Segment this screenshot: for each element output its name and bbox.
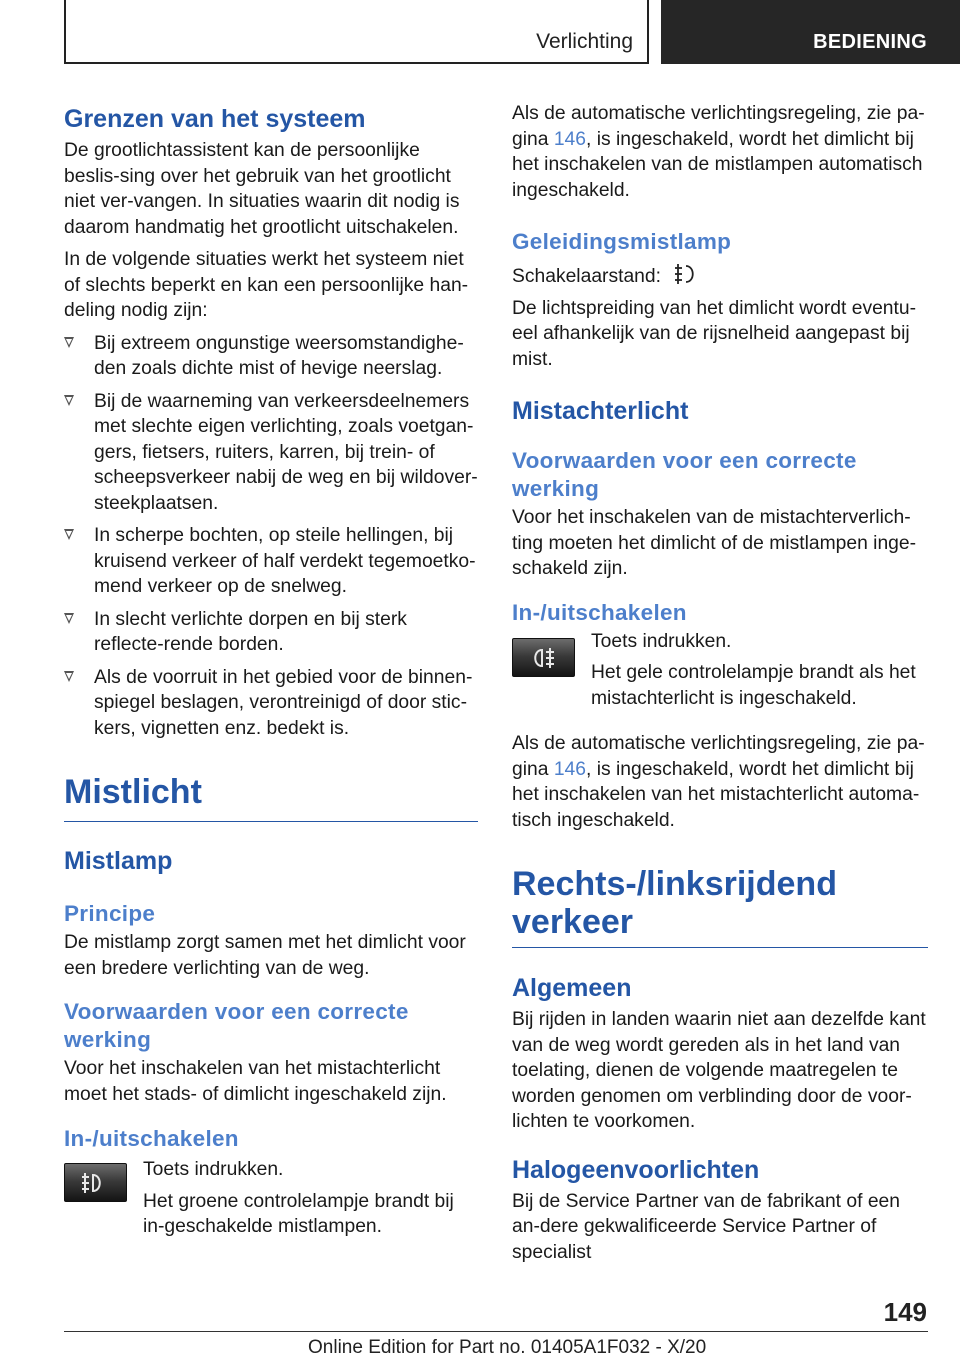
heading-mistachterlicht: Mistachterlicht <box>512 397 689 425</box>
front-fog-lamp-button[interactable] <box>64 1163 127 1202</box>
header-section-title: Verlichting <box>536 30 633 53</box>
heading-geleidingsmistlamp: Geleidingsmistlamp <box>512 229 732 254</box>
heading-voorwaarden: Voorwaarden voor een correcte werking <box>64 999 409 1052</box>
paragraph-automatische-2: Als de automatische verlichtingsregeling, zie pa-gina 146, is ingeschakeld, wordt het dimlicht bij het inschakelen van het mistachterlicht automa-tisch ingeschakeld. <box>512 733 925 831</box>
page-number: 149 <box>883 1297 927 1327</box>
section-mistlicht <box>64 773 478 822</box>
rear-fog-switch-block <box>512 629 928 712</box>
list-item: Bij extreem ongunstige weersomstandighe-den zoals dichte mist of hevige neerslag. <box>64 331 478 382</box>
paragraph-voorwaarden-right: Voor het inschakelen van de mistachterverlich-ting moeten het dimlicht of de mistlampen inge-schakeld zijn. <box>512 507 917 579</box>
paragraph-schakelaarstand: Schakelaarstand: <box>512 262 928 290</box>
heading-principe: Principe <box>64 901 156 926</box>
paragraph-algemeen: Bij rijden in landen waarin niet aan dezelfde kant van de weg wordt gereden als in het land van toelating, dienen de volgende maatregelen te worden genomen om verblinding door de voor-lichten te voorkomen. <box>512 1009 926 1132</box>
list-item: In slecht verlichte dorpen en bij sterk reflecte-rende borden. <box>64 607 478 658</box>
left-column <box>64 100 478 1240</box>
header-chapter-title: BEDIENING <box>813 31 927 53</box>
heading-in-uitschakelen-right: In-/uitschakelen <box>512 599 687 625</box>
triangle-bullet-icon <box>64 613 74 624</box>
heading-halogeen: Halogeenvoorlichten <box>512 1155 760 1184</box>
paragraph-automatische-1: Als de automatische verlichtingsregeling, zie pa-gina 146, is ingeschakeld, wordt het dimlicht bij het inschakelen van de mistlampen automatisch ingeschakeld. <box>512 103 925 201</box>
paragraph-gele-lampje: Het gele controlelampje brandt als het mistachterlicht is ingeschakeld. <box>591 662 916 709</box>
heading-rechts-links: Rechts-/linksrijdend verkeer <box>512 865 837 941</box>
rear-fog-lamp-icon <box>528 646 562 670</box>
page-link-146[interactable]: 146 <box>553 128 586 150</box>
front-fog-lamp-icon <box>80 1171 114 1195</box>
fog-light-position-icon <box>672 262 702 286</box>
paragraph-halogeen: Bij de Service Partner van de fabrikant of een an-dere gekwalificeerde Service Partner of specialist <box>512 1190 900 1263</box>
footer-edition: Online Edition for Part no. 01405A1F032 - X/20 <box>308 1337 707 1358</box>
paragraph-grenzen: De grootlichtassistent kan de persoonlijke beslis-sing over het gebruik van het grootlicht niet ver-vangen. In situaties waarin dit nodig is daarom handmatig het grootlicht uitschakelen. <box>64 140 460 238</box>
triangle-bullet-icon <box>64 529 74 540</box>
rear-fog-lamp-button[interactable] <box>512 638 575 677</box>
fog-switch-block <box>64 1157 478 1240</box>
list-item: In scherpe bochten, op steile hellingen, bij kruisend verkeer of half verdekt tegemoetko-mend verkeer op de snelweg. <box>64 523 478 600</box>
triangle-bullet-icon <box>64 337 74 348</box>
heading-voorwaarden-right: Voorwaarden voor een correcte werking <box>512 448 857 501</box>
paragraph-voorwaarden: Voor het inschakelen van het mistachterlicht moet het stads- of dimlicht ingeschakeld zijn. <box>64 1058 447 1105</box>
heading-mistlicht: Mistlicht <box>64 773 202 811</box>
section-rechts-links <box>512 865 928 948</box>
header-chapter-box <box>661 0 960 64</box>
triangle-bullet-icon <box>64 671 74 682</box>
heading-grenzen: Grenzen van het systeem <box>64 105 366 133</box>
heading-mistlamp: Mistlamp <box>64 847 173 875</box>
list-item: Als de voorruit in het gebied voor de binnen-spiegel beslagen, verontreinigd of door stic-kers, vignetten enz. bedekt is. <box>64 665 478 742</box>
paragraph-situaties: In de volgende situaties werkt het systeem niet of slechts beperkt en kan een persoonlijke han-deling nodig zijn: <box>64 249 469 321</box>
bullet-list <box>64 331 478 742</box>
footer-divider <box>64 1331 928 1332</box>
header-section-box <box>64 0 649 64</box>
heading-algemeen: Algemeen <box>512 974 632 1002</box>
paragraph-groene-lampje: Het groene controlelampje brandt bij in-geschakelde mistlampen. <box>143 1190 454 1237</box>
paragraph-toets: Toets indrukken. <box>143 1159 284 1180</box>
page-link-146[interactable]: 146 <box>553 758 586 780</box>
paragraph-lichtspreiding: De lichtspreiding van het dimlicht wordt eventu-eel afhankelijk van de rijsnelheid aangepast bij mist. <box>512 297 917 370</box>
list-item: Bij de waarneming van verkeersdeelnemers met slechte eigen verlichting, zoals voetgan-gers, fietsers, ruiters, karren, bij trein- of scheepsverkeer nabij de weg en bij wildover-steekplaatsen. <box>64 389 478 517</box>
triangle-bullet-icon <box>64 395 74 406</box>
paragraph-principe: De mistlamp zorgt samen met het dimlicht voor een bredere verlichting van de weg. <box>64 932 466 979</box>
right-column <box>512 100 928 1265</box>
heading-in-uitschakelen: In-/uitschakelen <box>64 1126 239 1151</box>
paragraph-toets-right: Toets indrukken. <box>591 630 732 652</box>
